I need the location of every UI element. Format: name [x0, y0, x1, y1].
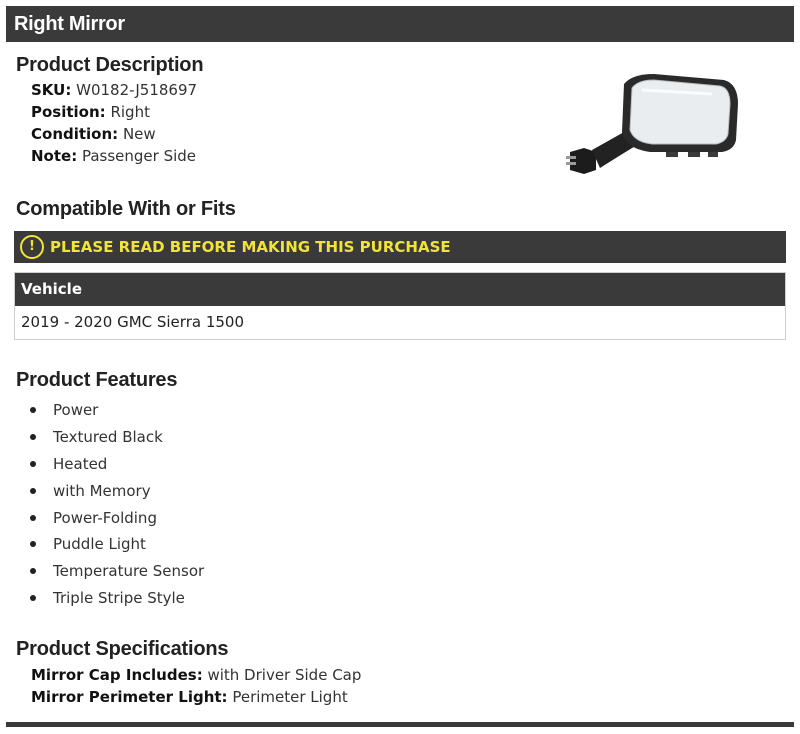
- bullet-icon: [30, 488, 36, 494]
- bottom-divider: [6, 722, 794, 727]
- page-title: Right Mirror: [6, 6, 794, 42]
- perimeter-light-value: Perimeter Light: [232, 688, 348, 706]
- feature-item: [30, 455, 107, 473]
- feature-label: Textured Black: [53, 428, 163, 446]
- compatibility-heading: Compatible With or Fits: [16, 198, 236, 220]
- bullet-icon: [30, 407, 36, 413]
- feature-item: [30, 535, 146, 553]
- vehicle-row: 2019 - 2020 GMC Sierra 1500: [15, 306, 785, 339]
- feature-item: [30, 401, 98, 419]
- mirror-cap-value: with Driver Side Cap: [207, 666, 362, 684]
- feature-item: [30, 589, 185, 607]
- sku-label: SKU:: [31, 81, 72, 99]
- sku-value: W0182-J518697: [76, 81, 198, 99]
- condition-value: New: [122, 125, 156, 143]
- perimeter-light-line: [31, 688, 348, 706]
- product-description-heading: Product Description: [16, 54, 204, 76]
- position-value: Right: [110, 103, 150, 121]
- note-value: Passenger Side: [81, 147, 197, 165]
- perimeter-light-label: Mirror Perimeter Light:: [31, 688, 228, 706]
- feature-label: Puddle Light: [53, 535, 146, 553]
- sku-line: [31, 81, 197, 99]
- warning-icon: !: [20, 235, 44, 259]
- feature-label: Triple Stripe Style: [53, 589, 185, 607]
- feature-label: Power-Folding: [53, 509, 157, 527]
- feature-item: [30, 482, 151, 500]
- mirror-cap-label: Mirror Cap Includes:: [31, 666, 203, 684]
- bullet-icon: [30, 434, 36, 440]
- vehicle-column-header: Vehicle: [15, 273, 785, 306]
- feature-label: with Memory: [53, 482, 151, 500]
- feature-label: Heated: [53, 455, 108, 473]
- feature-item: [30, 562, 204, 580]
- vehicle-table: [14, 272, 786, 340]
- note-label: Note:: [31, 147, 78, 165]
- side-mirror-image: [562, 70, 742, 190]
- feature-item: [30, 428, 163, 446]
- feature-label: Temperature Sensor: [53, 562, 205, 580]
- feature-label: Power: [53, 401, 99, 419]
- product-specifications-heading: Product Specifications: [16, 638, 229, 660]
- warning-text: PLEASE READ BEFORE MAKING THIS PURCHASE: [50, 238, 451, 256]
- note-line: [31, 147, 196, 165]
- bullet-icon: [30, 568, 36, 574]
- bullet-icon: [30, 461, 36, 467]
- mirror-cap-line: [31, 666, 361, 684]
- condition-label: Condition:: [31, 125, 119, 143]
- bullet-icon: [30, 595, 36, 601]
- feature-item: [30, 509, 157, 527]
- bullet-icon: [30, 541, 36, 547]
- position-label: Position:: [31, 103, 106, 121]
- bullet-icon: [30, 515, 36, 521]
- condition-line: [31, 125, 156, 143]
- position-line: [31, 103, 150, 121]
- product-features-heading: Product Features: [16, 369, 178, 391]
- purchase-warning-banner: [14, 231, 786, 263]
